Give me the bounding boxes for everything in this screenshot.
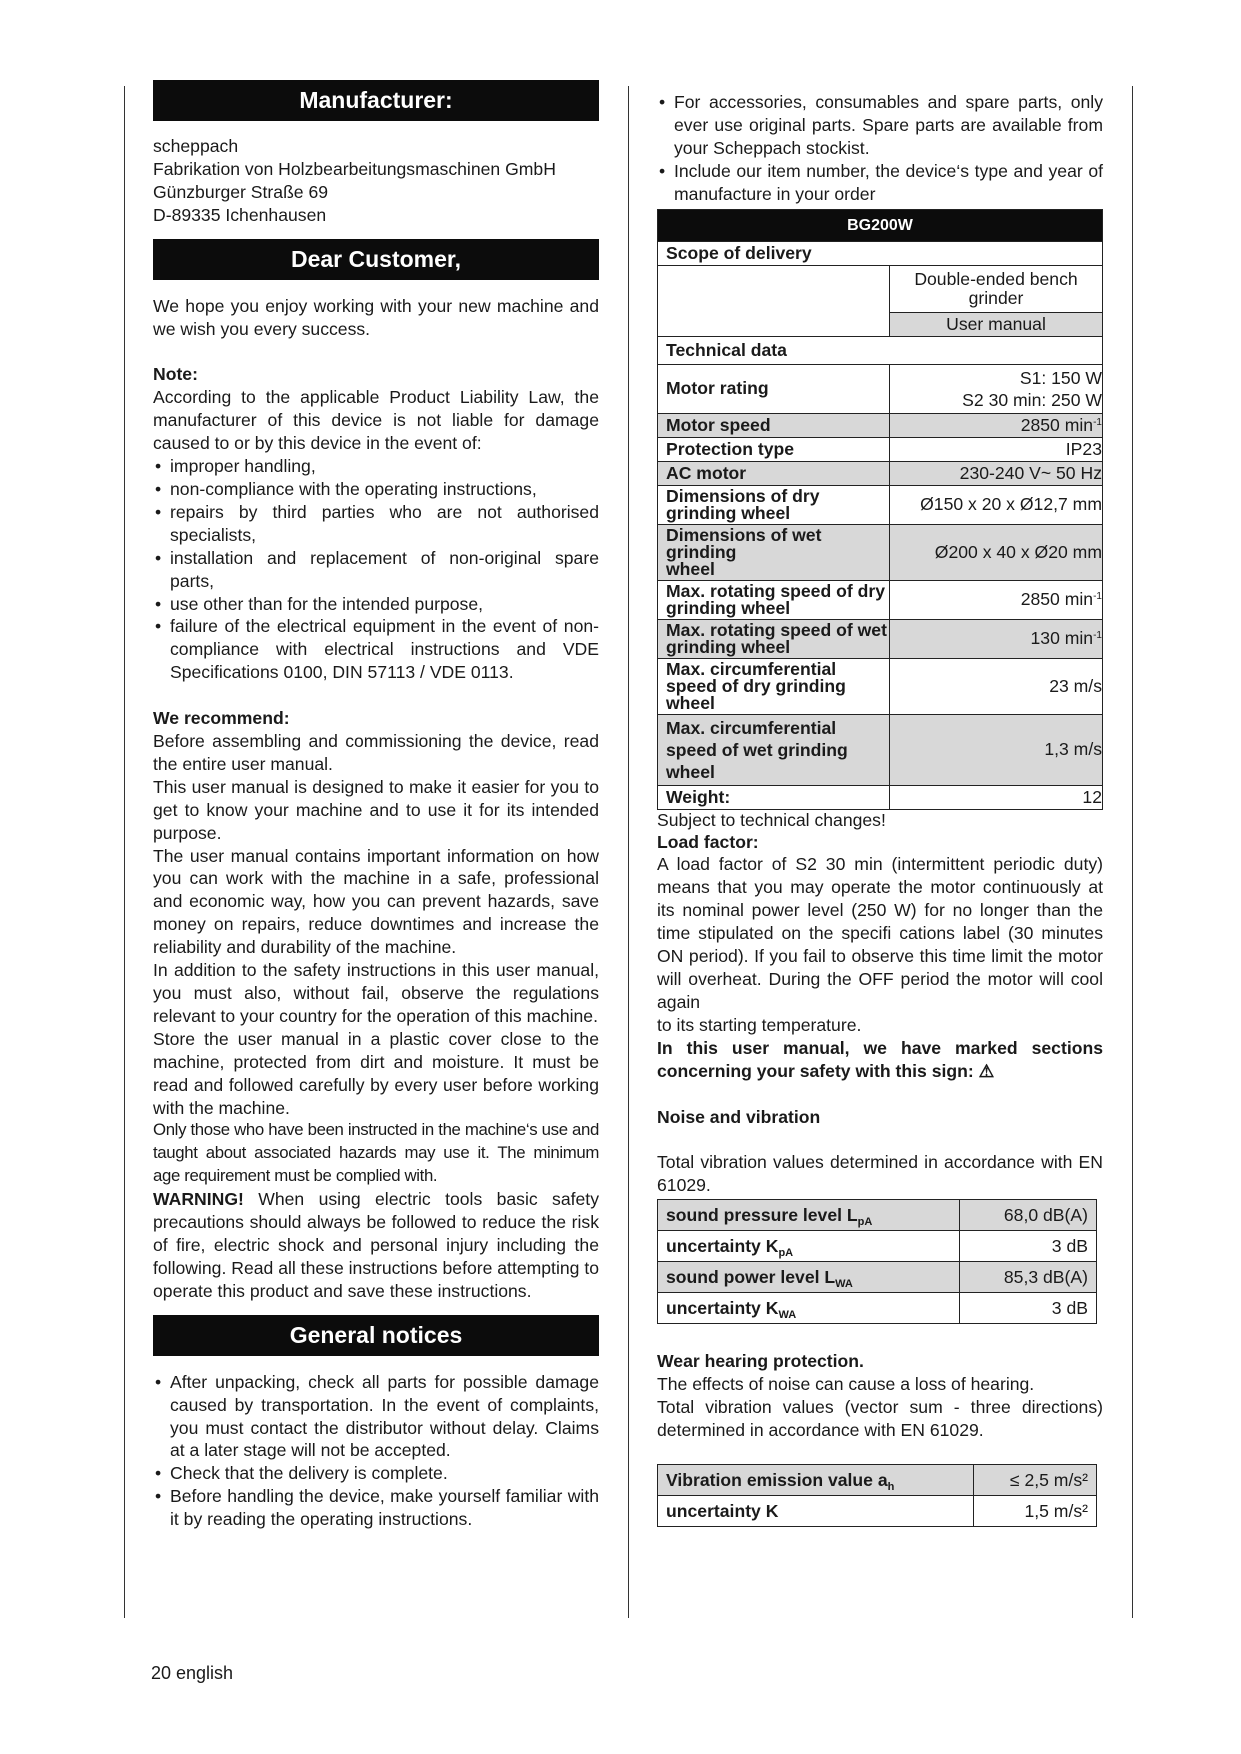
max-dry-speed-label: Max. rotating speed of dry grinding wheel — [658, 580, 890, 619]
max-wet-speed-value: 130 $\min^{-1}$ — [890, 619, 1103, 658]
noise-label: sound power level $L_{WA}$ — [658, 1262, 960, 1293]
motor-rating-value — [890, 364, 1103, 413]
manufacturer-heading: Manufacturer: — [153, 80, 599, 121]
noise-table — [657, 1199, 1097, 1324]
right-column — [657, 80, 1103, 1527]
spec-table — [657, 209, 1103, 810]
recommend-paragraph: Only those who have been instructed in the machine‘s use and taught about associated hazards may use it. The minimum age requirement must be complied with. — [153, 1120, 599, 1186]
table-row — [658, 1495, 1097, 1526]
list-item: • non-compliance with the operating instructions, — [153, 478, 599, 501]
dry-dimensions-label: Dimensions of dry grinding wheel — [658, 485, 890, 524]
address-line: D-89335 Ichenhausen — [153, 204, 327, 225]
list-item: • Before handling the device, make yourself familiar with it by reading the operating instructions. — [153, 1485, 599, 1531]
noise-label: uncertainty $K_{WA}$ — [658, 1293, 960, 1324]
vibration-value: 1,5 m/s² — [974, 1495, 1097, 1526]
warning-text: When using electric tools basic safety precautions should always be followed to reduce the risk of fire, electric shock and personal injury including the following. Read all these instructions before attempting to operate this product and save these instructions. — [153, 1189, 599, 1301]
list-item: • Check that the delivery is complete. — [153, 1462, 599, 1485]
manufacturer-address — [153, 135, 599, 227]
list-item: • After unpacking, check all parts for possible damage caused by transportation. In the event of complaints, you must contact the distributor without delay. Claims at a later stage will not be accepted. — [153, 1371, 599, 1463]
note-label: Note: — [153, 364, 198, 385]
table-row — [658, 1262, 1097, 1293]
circ-dry-speed-value: 23 m/s — [890, 658, 1103, 714]
ac-motor-value: 230-240 V~ 50 Hz — [890, 461, 1103, 485]
address-line: scheppach — [153, 136, 239, 156]
list-item: • Include our item number, the device‘s type and year of manufacture in your order — [657, 160, 1103, 206]
general-notices-list — [153, 1371, 599, 1531]
address-line: Günzburger Straße 69 — [153, 181, 329, 202]
technical-data-label: Technical data — [658, 336, 1103, 364]
right-margin-rule — [1132, 86, 1133, 1618]
hearing-protection-label: Wear hearing protection. — [657, 1351, 864, 1372]
max-dry-speed-value: 2850 $\min^{-1}$ — [890, 580, 1103, 619]
circ-wet-speed-label: Max. circumferential speed of wet grinding wheel — [658, 714, 890, 785]
recommend-label: We recommend: — [153, 708, 290, 729]
list-item: • installation and replacement of non-original spare parts, — [153, 547, 599, 593]
circ-wet-speed-value: 1,3 m/s — [890, 714, 1103, 785]
unit-exponent: -1 — [1093, 630, 1102, 642]
scope-spacer — [658, 265, 890, 336]
recommend-paragraph: Store the user manual in a plastic cover close to the machine, protected from dirt and moisture. It must be read and followed carefully by every user before working with the machine. — [153, 1028, 599, 1118]
recommend-paragraph: The user manual contains important information on how you can work with the machine in a safe, professional and economic way, how you can prevent hazards, save money on repairs, reduce downtimes and increase the reliability and durability of the machine. — [153, 845, 599, 958]
dry-dimensions-value: Ø150 x 20 x Ø12,7 mm — [890, 485, 1103, 524]
subject-to-changes: Subject to technical changes! — [657, 809, 886, 830]
list-item: • For accessories, consumables and spare parts, only ever use original parts. Spare parts are available from your Scheppach stockist. — [657, 91, 1103, 160]
recommend-paragraph: This user manual is designed to make it easier for you to get to know your machine and to use it for its intended purpose. — [153, 776, 599, 843]
scope-label: Scope of delivery — [658, 241, 1103, 265]
page-footer: 20 english — [151, 1663, 234, 1683]
dear-customer-heading: Dear Customer, — [153, 239, 599, 280]
ac-motor-label: AC motor — [658, 461, 890, 485]
protection-value: IP23 — [890, 437, 1103, 461]
warning-paragraph — [153, 1188, 599, 1303]
warning-label: WARNING! — [153, 1189, 244, 1210]
general-notices-heading: General notices — [153, 1315, 599, 1356]
list-item: • repairs by third parties who are not authorised specialists, — [153, 501, 599, 547]
vibration-label: uncertainty K — [658, 1495, 974, 1526]
weight-label: Weight: — [658, 785, 890, 809]
noise-label: sound pressure level $L_{pA}$ — [658, 1200, 960, 1231]
noise-label: uncertainty $K_{pA}$ — [658, 1231, 960, 1262]
table-row — [658, 1464, 1097, 1495]
protection-label: Protection type — [658, 437, 890, 461]
wet-dimensions-label: Dimensions of wet grinding wheel — [658, 524, 890, 580]
recommend-paragraph: Before assembling and commissioning the device, read the entire user manual. — [153, 731, 599, 774]
motor-rating-s1: S1: 150 W — [1019, 367, 1102, 388]
scope-item: Double-ended bench grinder — [890, 265, 1103, 312]
noise-value: 85,3 dB(A) — [960, 1262, 1097, 1293]
load-factor-label: Load factor: — [657, 831, 759, 852]
greeting-text: We hope you enjoy working with your new machine and we wish you every success. — [153, 295, 599, 339]
scope-item: User manual — [890, 312, 1103, 336]
noise-value: 3 dB — [960, 1231, 1097, 1262]
table-row — [658, 1231, 1097, 1262]
liability-list — [153, 455, 599, 684]
circ-dry-speed-label: Max. circumferential speed of dry grinding wheel — [658, 658, 890, 714]
center-column-rule — [628, 86, 629, 1618]
vibration-value: ≤ 2,5 m/s² — [974, 1464, 1097, 1495]
list-item: • failure of the electrical equipment in the event of non-compliance with electrical instructions and VDE Specifications 0100, DIN 57113 / VDE 0113. — [153, 615, 599, 684]
total-vibration-text: Total vibration values determined in accordance with EN 61029. — [657, 1152, 1103, 1196]
model-header: BG200W — [658, 209, 1103, 241]
recommend-paragraph: In addition to the safety instructions in this user manual, you must also, without fail, observe the regulations relevant to your country for the operation of this machine. — [153, 960, 599, 1026]
list-item: • use other than for the intended purpose, — [153, 593, 599, 616]
load-factor-text: A load factor of S2 30 min (intermittent periodic duty) means that you may operate the motor continuously at its nominal power level (250 W) for no longer than the time stipulated on the specifi cations label (30 minutes ON period). If you fail to observe this time limit the motor will overheat. During the OFF period the motor will cool again — [657, 854, 1103, 1012]
note-text: According to the applicable Product Liability Law, the manufacturer of this device is not liable for damage caused to or by this device in the event of: — [153, 387, 599, 454]
motor-speed-label: Motor speed — [658, 413, 890, 437]
table-row — [658, 1293, 1097, 1324]
table-row — [658, 1200, 1097, 1231]
left-margin-rule — [124, 86, 125, 1618]
list-item: • improper handling, — [153, 455, 599, 478]
hearing-text: The effects of noise can cause a loss of hearing. — [657, 1374, 1035, 1395]
left-column — [153, 80, 599, 1531]
motor-speed-value: 2850 $\min^{-1}$ — [890, 413, 1103, 437]
safety-sign-text: In this user manual, we have marked sections concerning your safety with this sign: ⚠ — [657, 1037, 1103, 1081]
unit-exponent: -1 — [1093, 416, 1102, 428]
motor-rating-label: Motor rating — [658, 364, 890, 413]
load-factor-text: to its starting temperature. — [657, 1014, 862, 1035]
vibration-label: Vibration emission value $a_h$ — [658, 1464, 974, 1495]
parts-list — [657, 91, 1103, 206]
noise-vibration-label: Noise and vibration — [657, 1106, 821, 1127]
noise-value: 3 dB — [960, 1293, 1097, 1324]
hearing-text: Total vibration values (vector sum - three directions) determined in accordance with EN 61029. — [657, 1397, 1103, 1440]
weight-value: 12 — [890, 785, 1103, 809]
max-wet-speed-label: Max. rotating speed of wet grinding wheel — [658, 619, 890, 658]
vibration-table — [657, 1464, 1097, 1527]
unit-exponent: -1 — [1093, 591, 1102, 603]
motor-rating-s2: S2 30 min: 250 W — [962, 389, 1102, 410]
noise-value: 68,0 dB(A) — [960, 1200, 1097, 1231]
address-line: Fabrikation von Holzbearbeitungsmaschinen GmbH — [153, 158, 556, 179]
wet-dimensions-value: Ø200 x 40 x Ø20 mm — [890, 524, 1103, 580]
